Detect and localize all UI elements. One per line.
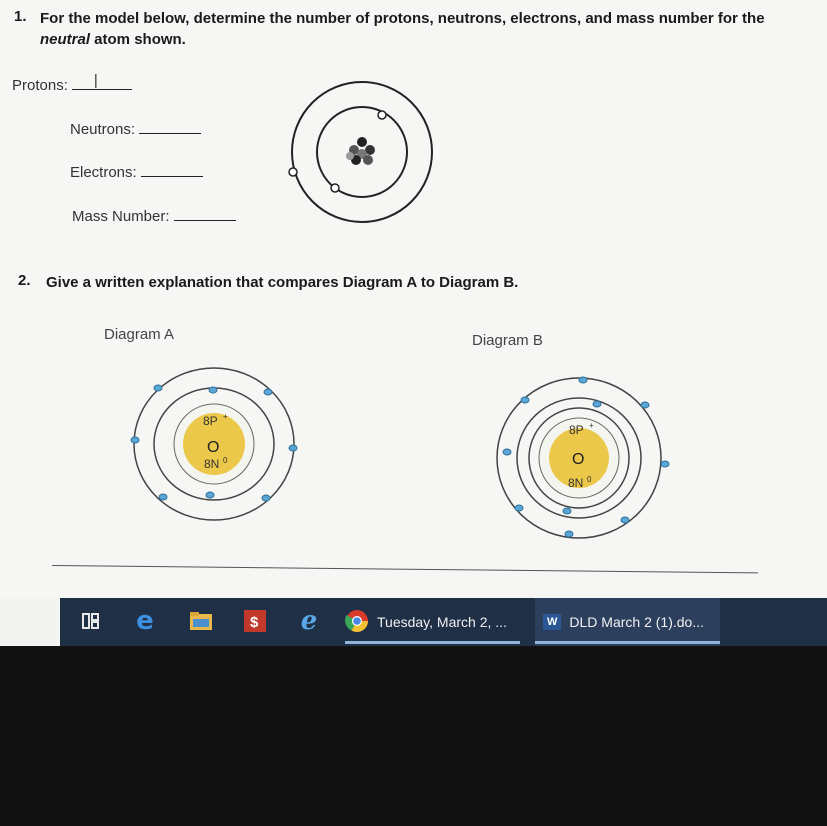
question-1-number: 1. (14, 8, 27, 25)
diagram-a-proton-charge: + (223, 412, 228, 421)
question-2-text: Give a written explanation that compares Diagram A to Diagram B. (46, 274, 519, 291)
edge-icon[interactable]: e (136, 606, 154, 636)
diagram-a-label: Diagram A (104, 326, 175, 343)
svg-text:$: $ (250, 614, 259, 631)
q1-nucleus (346, 137, 375, 165)
diagram-b-label: Diagram B (472, 332, 543, 349)
diagram-b-atom (495, 372, 675, 542)
word-window-title: DLD March 2 (1).do... (569, 614, 704, 630)
neutrons-label: Neutrons: (70, 121, 136, 138)
file-explorer-icon[interactable] (188, 608, 214, 634)
question-1-text (40, 8, 800, 50)
mass-number-field (72, 206, 236, 225)
word-taskbar-button[interactable] (535, 598, 720, 646)
mass-number-blank[interactable] (174, 206, 236, 221)
electrons-label: Electrons: (70, 164, 137, 181)
protons-label: Protons: (12, 77, 68, 94)
diagram-b-proton-charge: + (589, 421, 594, 430)
store-icon[interactable] (242, 608, 268, 634)
diagram-b-neutrons: 8N (568, 476, 584, 490)
monitor-bezel (0, 646, 827, 826)
neutrons-blank[interactable] (139, 119, 201, 134)
chrome-window-title: Tuesday, March 2, ... (377, 614, 507, 630)
diagram-a-atom (128, 362, 303, 527)
q1-electron (289, 168, 297, 176)
question-1-emphasis: neutral (40, 31, 91, 48)
protons-field (12, 72, 132, 94)
internet-explorer-icon[interactable]: e (300, 606, 318, 636)
protons-cursor: | (93, 72, 98, 89)
diagram-b-symbol: O (572, 451, 585, 468)
word-badge: W (547, 616, 558, 628)
question-1-text-b: atom shown. (90, 31, 186, 48)
neutrons-field (70, 119, 201, 138)
protons-blank[interactable] (72, 72, 132, 90)
electrons-blank[interactable] (141, 162, 203, 177)
q1-atom-model (290, 80, 435, 225)
diagram-a-symbol: O (207, 439, 220, 456)
mass-number-label: Mass Number: (72, 208, 170, 225)
word-icon (543, 614, 561, 630)
electrons-field (70, 162, 203, 181)
active-indicator (535, 641, 720, 644)
diagram-a-protons: 8P (203, 414, 218, 428)
diagram-b-protons: 8P (569, 423, 584, 437)
taskbar (60, 598, 827, 646)
task-view-icon[interactable] (78, 608, 104, 634)
question-1-text-a: For the model below, determine the number of protons, neutrons, electrons, and mass number for the (40, 10, 765, 27)
question-2-number: 2. (18, 272, 31, 289)
diagram-b-neutron-charge: 0 (587, 475, 592, 484)
diagram-a-neutron-charge: 0 (223, 456, 228, 465)
q1-electron (331, 184, 339, 192)
answer-line[interactable] (52, 565, 758, 573)
q1-electron (378, 111, 386, 119)
diagram-a-neutrons: 8N (204, 457, 220, 471)
chrome-taskbar-button[interactable] (345, 598, 520, 646)
active-indicator (345, 641, 520, 644)
chrome-icon (345, 609, 369, 636)
